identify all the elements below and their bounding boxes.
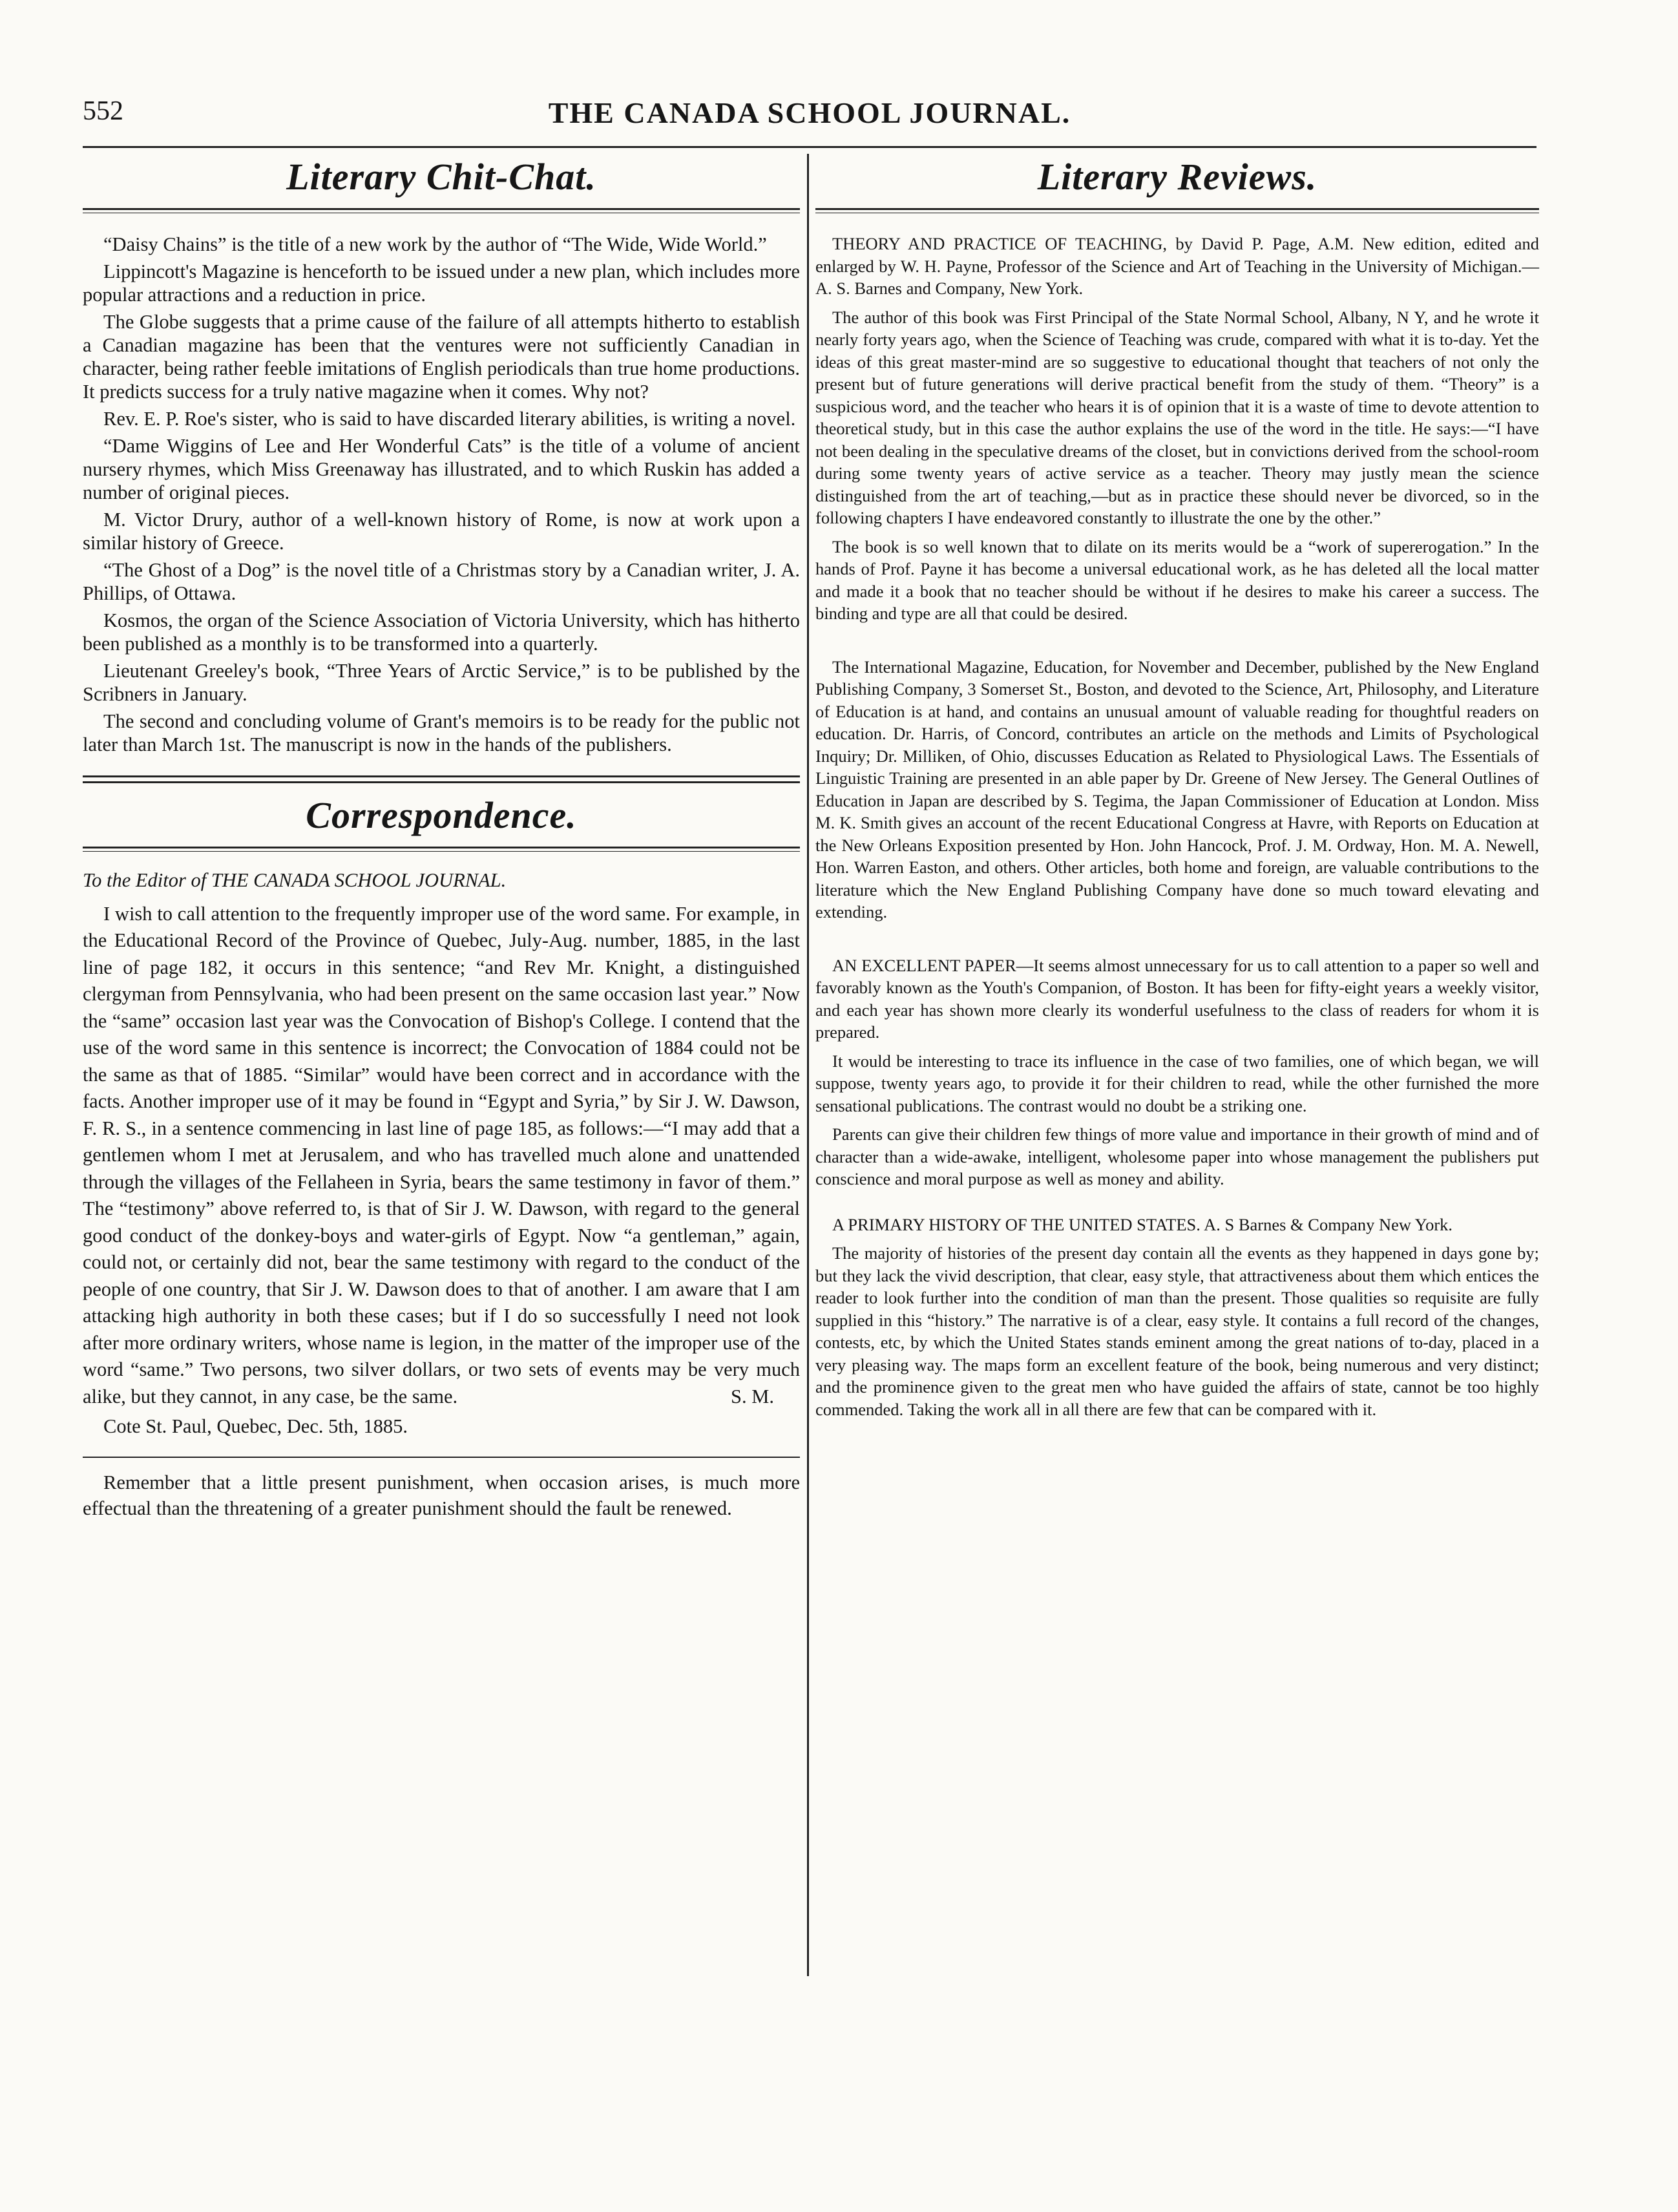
correspondence-section — [83, 788, 800, 1521]
review-paragraph: Parents can give their children few things of more value and importance in their growth of mind and of character than a wide-awake, intelligent, wholesome paper into whose management the publishers put conscience and moral purpose as well as money and ability. — [815, 1124, 1539, 1188]
article-paragraph: “Daisy Chains” is the title of a new work by the author of “The Wide, Wide World.” — [103, 233, 767, 255]
right-column — [815, 150, 1539, 1427]
article-paragraph: Lippincott's Magazine is henceforth to be issued under a new plan, which includes more popular attractions and a reduction in price. — [83, 260, 800, 306]
review-paragraph: AN EXCELLENT PAPER—It seems almost unnecessary for us to call attention to a paper so well and favorably known as the Youth's Companion, of Boston. It has been for fifty-eight years a weekly visitor, and each year has shown more clearly its wonderful usefulness to the class of readers for whom it is prepared. — [815, 955, 1539, 1042]
letter-place-date: Cote St. Paul, Quebec, Dec. 5th, 1885. — [103, 1415, 408, 1437]
article-paragraph: The second and concluding volume of Grant's memoirs is to be ready for the public not later than March 1st. The manuscript is now in the hands of the publishers. — [83, 710, 800, 755]
section-rule — [815, 208, 1539, 213]
article-paragraph: “The Ghost of a Dog” is the novel title of a Christmas story by a Canadian writer, J. A. Phillips, of Ottawa. — [83, 559, 800, 604]
review-paragraph: The book is so well known that to dilate on its merits would be a “work of supererogation.” In the hands of Prof. Payne it has become a universal educational work, as he has deleted all the local matter and made it a book that no teacher should be without if he desires to make his career a success. The binding and type are all that could be desired. — [815, 536, 1539, 623]
section-separator — [83, 775, 800, 783]
review-citation: THEORY AND PRACTICE OF TEACHING, by David P. Page, A.M. New edition, edited and enlarged by W. H. Payne, Professor of the Science and Art of Teaching in the University of Michigan.—A. S. Barnes and Company, New York. — [815, 234, 1539, 298]
journal-title: THE CANADA SCHOOL JOURNAL. — [548, 96, 1071, 129]
section-rule — [83, 1457, 800, 1458]
left-column — [83, 150, 800, 1521]
header-rule — [83, 146, 1536, 148]
review-paragraph: The International Magazine, Education, for November and December, published by the New England Publishing Company, 3 Somerset St., Boston, and devoted to the Science, Art, Philosophy, and Literature of Education is at hand, and contains an unusual amount of valuable reading for thoughtful readers on education. Dr. Harris, of Concord, contributes an article on the methods and Limits of Psychological Inquiry; Dr. Milliken, of Ohio, discusses Education as Related to Physiological Laws. The Essentials of Linguistic Training are presented in an able paper by Dr. Greene of New Jersey. The General Outlines of Education in Japan are described by S. Tegima, the Japan Commissioner of Education at London. Miss M. K. Smith gives an account of the recent Educational Congress at Havre, with Reports on Education at the New Orleans Exposition presented by Hon. John Hancock, Prof. J. M. Ordway, Hon. M. A. Newell, Hon. Warren Easton, and others. Other articles, both home and foreign, are valuable contributions to the literature which the New England Publishing Company have done so much toward elevating and extending. — [815, 657, 1539, 922]
chit-chat-section — [83, 150, 800, 756]
section-heading-reviews: Literary Reviews. — [1037, 156, 1317, 198]
section-rule — [83, 847, 800, 852]
section-heading-correspondence: Correspondence. — [306, 794, 577, 836]
article-paragraph: Lieutenant Greeley's book, “Three Years of Arctic Service,” is to be published by the Scribners in January. — [83, 660, 800, 705]
article-paragraph: The Globe suggests that a prime cause of the failure of all attempts hitherto to establish a Canadian magazine has been that the ventures were not sufficiently Canadian in character, being rather feeble imitations of English periodicals than true home productions. It predicts success for a truly native magazine when it comes. Why not? — [83, 311, 800, 403]
article-paragraph: “Dame Wiggins of Lee and Her Wonderful Cats” is the title of a volume of ancient nursery rhymes, which Miss Greenaway has illustrated, and to which Ruskin has added a number of original pieces. — [83, 435, 800, 503]
article-paragraph: Rev. E. P. Roe's sister, who is said to have discarded literary abilities, is writing a novel. — [103, 408, 796, 430]
letter-body: I wish to call attention to the frequently improper use of the word same. For example, in the Educational Record of the Province of Quebec, July-Aug. number, 1885, in the last line of page 182, it occurs in this sentence; “and Rev Mr. Knight, a distinguished clergyman from Pennsylvania, who had been present on the same occasion last year.” Now the “same” occasion last year was the Convocation of Bishop's College. I contend that the use of the word same in this sentence is incorrect; the Convocation of 1884 could not be the same as that of 1885. “Similar” would have been correct and in accordance with the facts. Another improper use of it may be found in “Egypt and Syria,” by Sir J. W. Dawson, F. R. S., in a sentence commencing in last line of page 185, as follows:—“I may add that a gentlemen whom I met at Jerusalem, and who has travelled much alone and unattended through the villages of the Fellaheen in Syria, bears the same testimony in favor of them.” The “testimony” above referred to, is that of Sir J. W. Dawson, with regard to the general good conduct of the donkey-boys and water-girls of Egypt. Now “a gentleman,” again, could not, or certainly did not, bear the same testimony with regard to the conduct of the people of one country, that Sir J. W. Dawson does to that of another. I am aware that I am attacking high authority in both these cases; but if I do so successfully I need not look after more ordinary writers, whose name is legion, in the matter of the improper use of the word “same.” Two persons, two silver dollars, or two sets of events may be very much alike, but they cannot, in any case, be the same. — [83, 902, 800, 1407]
reviews-section — [815, 150, 1539, 1420]
review-paragraph: The author of this book was First Principal of the State Normal School, Albany, N Y, and he wrote it nearly forty years ago, when the Science of Teaching was crude, compared with what it is to-day. Yet the ideas of this great master-mind are so suggestive to educational thought that teachers of not only the present but of future generations will derive practical benefit from the study of them. “Theory” is a suspicious word, and the teacher who hears it is of opinion that it is a waste of time to devote attention to theoretical study, but in this case the author explains the use of the word in the title. He says:—“I have not been dealing in the speculative dreams of the closet, but in convictions derived from the school-room during some twenty years of active service as a teacher. Theory may justly mean the science distinguished from the art of teaching,—but as in practice these should never be divorced, so in the following chapters I have endeavored constantly to illustrate the one by the other.” — [815, 307, 1539, 527]
section-heading-chit-chat: Literary Chit-Chat. — [286, 156, 596, 198]
review-paragraph: It would be interesting to trace its influence in the case of two families, one of which began, we will suppose, twenty years ago, to provide it for their children to read, while the other furnished the more sensational publications. The contrast would no doubt be a striking one. — [815, 1051, 1539, 1115]
article-paragraph: M. Victor Drury, author of a well-known history of Rome, is now at work upon a similar history of Greece. — [83, 509, 800, 554]
letter-signature: S. M. — [731, 1385, 774, 1407]
article-paragraph: Kosmos, the organ of the Science Association of Victoria University, which has hitherto been published as a monthly is to be transformed into a quarterly. — [83, 609, 800, 655]
review-paragraph: The majority of histories of the present day contain all the events as they happened in days gone by; but they lack the vivid description, that clear, easy style, that attractiveness about them which entices the reader to look further into the condition of man than the present. Those qualities so requisite are fully supplied in this “history.” The narrative is of a clear, easy style. It contains a full record of the changes, contests, etc, by which the United States stands eminent among the great nations of to-day, placed in a very pleasing way. The maps form an excellent feature of the book, being numerous and very distinct; and the prominence given to the great men who have guided the affairs of state, cannot be too highly commended. Taking the work all in all there are few that can be compared with it. — [815, 1243, 1539, 1419]
review-citation: A PRIMARY HISTORY OF THE UNITED STATES. A. S Barnes & Company New York. — [832, 1214, 1453, 1234]
column-divider — [807, 154, 809, 1976]
filler-paragraph: Remember that a little present punishment, when occasion arises, is much more effectual than the threatening of a greater punishment should the fault be renewed. — [83, 1471, 800, 1519]
page-header — [83, 96, 1536, 141]
page-number: 552 — [83, 96, 123, 126]
letter-address: To the Editor of THE CANADA SCHOOL JOURNAL. — [83, 869, 507, 891]
section-rule — [83, 208, 800, 213]
